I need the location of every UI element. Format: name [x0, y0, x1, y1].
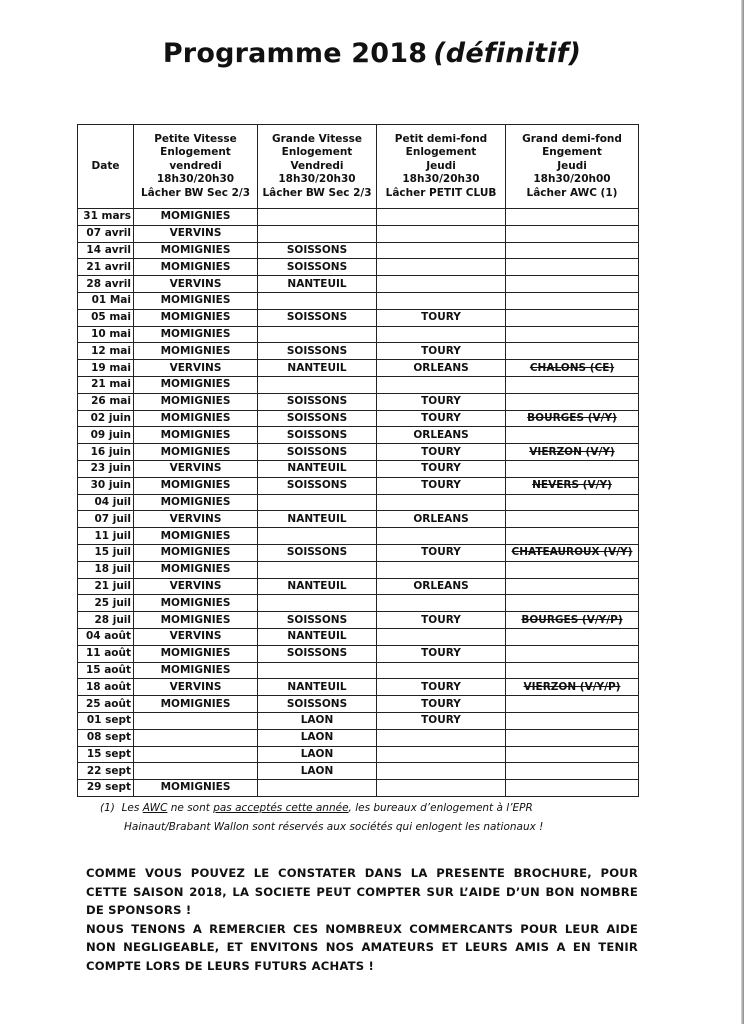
date-cell: 15 sept [78, 746, 134, 763]
grand-demi-fond-cell [506, 578, 639, 595]
header-line: 18h30/20h30 [402, 173, 480, 186]
petite-vitesse-cell: VERVINS [134, 360, 258, 377]
table-row [78, 343, 639, 360]
header-line: Vendredi [290, 159, 344, 172]
date-cell: 10 mai [78, 326, 134, 343]
header-row [78, 125, 639, 209]
header-line: Lâcher PETIT CLUB [385, 186, 497, 199]
table-row [78, 679, 639, 696]
grande-vitesse-cell: NANTEUIL [258, 578, 377, 595]
table-row [78, 729, 639, 746]
grand-demi-fond-cell [506, 309, 639, 326]
header-line: 18h30/20h00 [533, 173, 611, 186]
table-row [78, 393, 639, 410]
petite-vitesse-cell: MOMIGNIES [134, 343, 258, 360]
date-cell: 19 mai [78, 360, 134, 377]
grand-demi-fond-cell: NEVERS (V/Y) [506, 477, 639, 494]
header-line: Jeudi [426, 159, 456, 172]
date-cell: 08 sept [78, 729, 134, 746]
date-cell: 28 juil [78, 612, 134, 629]
table-row [78, 612, 639, 629]
grand-demi-fond-cell: VIERZON (V/Y/P) [506, 679, 639, 696]
table-row [78, 662, 639, 679]
table-row [78, 427, 639, 444]
petite-vitesse-cell: MOMIGNIES [134, 662, 258, 679]
petit-demi-fond-cell [377, 242, 506, 259]
grande-vitesse-cell: NANTEUIL [258, 276, 377, 293]
petit-demi-fond-cell [377, 292, 506, 309]
grande-vitesse-cell: LAON [258, 712, 377, 729]
grande-vitesse-cell: SOISSONS [258, 444, 377, 461]
title-subtitle: (définitif) [433, 38, 582, 69]
table-row [78, 645, 639, 662]
grande-vitesse-cell: SOISSONS [258, 242, 377, 259]
grand-demi-fond-cell [506, 393, 639, 410]
date-cell: 05 mai [78, 309, 134, 326]
message-line: NON NEGLIGEABLE, ET ENVITONS NOS AMATEURS ET LEURS AMIS A EN TENIR [86, 940, 638, 954]
date-cell: 09 juin [78, 427, 134, 444]
footnote-line-1 [100, 799, 620, 818]
footnote-text: Les [121, 802, 143, 814]
table-row [78, 712, 639, 729]
grande-vitesse-cell [258, 209, 377, 226]
petit-demi-fond-cell [377, 376, 506, 393]
petit-demi-fond-cell [377, 225, 506, 242]
table-row [78, 276, 639, 293]
petit-demi-fond-cell: TOURY [377, 410, 506, 427]
grand-demi-fond-cell [506, 209, 639, 226]
table-row [78, 696, 639, 713]
grand-demi-fond-cell [506, 511, 639, 528]
date-cell: 28 avril [78, 276, 134, 293]
petit-demi-fond-cell: TOURY [377, 309, 506, 326]
date-cell: 31 mars [78, 209, 134, 226]
table-row [78, 209, 639, 226]
petite-vitesse-cell: MOMIGNIES [134, 561, 258, 578]
petite-vitesse-cell: VERVINS [134, 225, 258, 242]
petite-vitesse-cell: VERVINS [134, 276, 258, 293]
petit-demi-fond-cell [377, 494, 506, 511]
grand-demi-fond-cell: CHATEAUROUX (V/Y) [506, 544, 639, 561]
petit-demi-fond-cell [377, 746, 506, 763]
petite-vitesse-cell: MOMIGNIES [134, 427, 258, 444]
table-row [78, 528, 639, 545]
petit-demi-fond-cell: TOURY [377, 343, 506, 360]
petite-vitesse-cell: MOMIGNIES [134, 309, 258, 326]
table-row [78, 746, 639, 763]
header-line: Engement [542, 146, 602, 159]
header-grande-vitesse [258, 125, 377, 209]
petit-demi-fond-cell: ORLEANS [377, 511, 506, 528]
table-row [78, 628, 639, 645]
petite-vitesse-cell: MOMIGNIES [134, 444, 258, 461]
petite-vitesse-cell: MOMIGNIES [134, 645, 258, 662]
message-line: DE SPONSORS ! [86, 903, 192, 917]
date-cell: 26 mai [78, 393, 134, 410]
petit-demi-fond-cell [377, 595, 506, 612]
table-row [78, 544, 639, 561]
header-line: Enlogement [281, 146, 353, 159]
grande-vitesse-cell [258, 528, 377, 545]
table-row [78, 763, 639, 780]
grand-demi-fond-cell [506, 561, 639, 578]
grand-demi-fond-cell [506, 259, 639, 276]
date-cell: 21 mai [78, 376, 134, 393]
petite-vitesse-cell [134, 763, 258, 780]
table-row [78, 595, 639, 612]
date-cell: 21 avril [78, 259, 134, 276]
table-row [78, 494, 639, 511]
grande-vitesse-cell: SOISSONS [258, 393, 377, 410]
header-line: 18h30/20h30 [156, 173, 235, 186]
petit-demi-fond-cell: TOURY [377, 712, 506, 729]
table-row [78, 511, 639, 528]
table-row [78, 309, 639, 326]
grand-demi-fond-cell [506, 729, 639, 746]
petite-vitesse-cell: MOMIGNIES [134, 544, 258, 561]
grand-demi-fond-cell [506, 645, 639, 662]
grande-vitesse-cell: SOISSONS [258, 410, 377, 427]
date-cell: 16 juin [78, 444, 134, 461]
date-cell: 07 avril [78, 225, 134, 242]
petite-vitesse-cell: MOMIGNIES [134, 528, 258, 545]
message-line: COMME VOUS POUVEZ LE CONSTATER DANS LA PRESENTE BROCHURE, POUR [86, 866, 638, 880]
grand-demi-fond-cell [506, 662, 639, 679]
grande-vitesse-cell: SOISSONS [258, 645, 377, 662]
grand-demi-fond-cell [506, 746, 639, 763]
table-row [78, 780, 639, 797]
title-main: Programme 2018 [162, 38, 428, 69]
petite-vitesse-cell: VERVINS [134, 511, 258, 528]
petit-demi-fond-cell: TOURY [377, 645, 506, 662]
petit-demi-fond-cell [377, 561, 506, 578]
table-row [78, 477, 639, 494]
date-cell: 25 juil [78, 595, 134, 612]
petit-demi-fond-cell: TOURY [377, 444, 506, 461]
petite-vitesse-cell: MOMIGNIES [134, 410, 258, 427]
grand-demi-fond-cell [506, 242, 639, 259]
header-line: Lâcher BW Sec 2/3 [262, 186, 372, 199]
grand-demi-fond-cell [506, 376, 639, 393]
petit-demi-fond-cell: TOURY [377, 477, 506, 494]
schedule-body [78, 209, 639, 797]
petite-vitesse-cell [134, 746, 258, 763]
petit-demi-fond-cell [377, 763, 506, 780]
grand-demi-fond-cell [506, 292, 639, 309]
table-row [78, 225, 639, 242]
table-row [78, 259, 639, 276]
date-cell: 04 juil [78, 494, 134, 511]
grand-demi-fond-cell [506, 780, 639, 797]
table-row [78, 376, 639, 393]
grand-demi-fond-cell: BOURGES (V/Y/P) [506, 612, 639, 629]
petit-demi-fond-cell: ORLEANS [377, 360, 506, 377]
grande-vitesse-cell [258, 494, 377, 511]
sponsor-message [86, 864, 638, 975]
petite-vitesse-cell: MOMIGNIES [134, 595, 258, 612]
petit-demi-fond-cell [377, 276, 506, 293]
header-petit-demi-fond [377, 125, 506, 209]
header-grand-demi-fond [506, 125, 639, 209]
header-line: Grande Vitesse [272, 132, 362, 145]
petite-vitesse-cell: VERVINS [134, 679, 258, 696]
grand-demi-fond-cell [506, 628, 639, 645]
grande-vitesse-cell: LAON [258, 746, 377, 763]
message-line: NOUS TENONS A REMERCIER CES NOMBREUX COMMERCANTS POUR LEUR AIDE [86, 921, 638, 936]
header-line: vendredi [169, 159, 222, 172]
date-cell: 15 juil [78, 544, 134, 561]
petit-demi-fond-cell: TOURY [377, 393, 506, 410]
grande-vitesse-cell: SOISSONS [258, 343, 377, 360]
table-row [78, 561, 639, 578]
petit-demi-fond-cell [377, 259, 506, 276]
grand-demi-fond-cell [506, 595, 639, 612]
grande-vitesse-cell: SOISSONS [258, 612, 377, 629]
petit-demi-fond-cell: TOURY [377, 460, 506, 477]
date-cell: 25 août [78, 696, 134, 713]
grand-demi-fond-cell [506, 696, 639, 713]
petite-vitesse-cell: MOMIGNIES [134, 612, 258, 629]
date-cell: 02 juin [78, 410, 134, 427]
table-row [78, 410, 639, 427]
header-line: Lâcher BW Sec 2/3 [140, 186, 251, 199]
petit-demi-fond-cell [377, 209, 506, 226]
grande-vitesse-cell [258, 561, 377, 578]
petit-demi-fond-cell: TOURY [377, 679, 506, 696]
grande-vitesse-cell: SOISSONS [258, 544, 377, 561]
footnote-text: , les bureaux d’enlogement à l’EPR [348, 802, 533, 814]
grande-vitesse-cell: NANTEUIL [258, 628, 377, 645]
grand-demi-fond-cell [506, 763, 639, 780]
petite-vitesse-cell [134, 712, 258, 729]
date-cell: 18 juil [78, 561, 134, 578]
date-cell: 11 juil [78, 528, 134, 545]
petite-vitesse-cell: MOMIGNIES [134, 242, 258, 259]
petite-vitesse-cell: MOMIGNIES [134, 376, 258, 393]
date-cell: 15 août [78, 662, 134, 679]
message-line: CETTE SAISON 2018, LA SOCIETE PEUT COMPTER SUR L’AIDE D’UN BON NOMBRE [86, 884, 638, 899]
date-cell: 21 juil [78, 578, 134, 595]
petite-vitesse-cell: MOMIGNIES [134, 494, 258, 511]
grand-demi-fond-cell [506, 712, 639, 729]
petite-vitesse-cell: VERVINS [134, 578, 258, 595]
petit-demi-fond-cell [377, 729, 506, 746]
grande-vitesse-cell: NANTEUIL [258, 360, 377, 377]
petite-vitesse-cell: VERVINS [134, 628, 258, 645]
petit-demi-fond-cell: TOURY [377, 696, 506, 713]
petite-vitesse-cell [134, 729, 258, 746]
footnote-marker: (1) [100, 802, 115, 814]
grand-demi-fond-cell: CHALONS (CE) [506, 360, 639, 377]
page-title [0, 38, 744, 69]
date-cell: 30 juin [78, 477, 134, 494]
grande-vitesse-cell: NANTEUIL [258, 460, 377, 477]
header-line: Jeudi [557, 159, 587, 172]
petite-vitesse-cell: MOMIGNIES [134, 696, 258, 713]
date-cell: 11 août [78, 645, 134, 662]
date-cell: 12 mai [78, 343, 134, 360]
header-line: Grand demi-fond [522, 132, 622, 145]
header-petite-vitesse [134, 125, 258, 209]
grand-demi-fond-cell [506, 494, 639, 511]
grand-demi-fond-cell [506, 528, 639, 545]
grande-vitesse-cell: NANTEUIL [258, 511, 377, 528]
table-row [78, 360, 639, 377]
grand-demi-fond-cell [506, 427, 639, 444]
footnote-not-accepted: pas acceptés cette année [213, 802, 349, 814]
date-cell: 07 juil [78, 511, 134, 528]
grande-vitesse-cell [258, 595, 377, 612]
table-row [78, 460, 639, 477]
table-row [78, 242, 639, 259]
grande-vitesse-cell [258, 292, 377, 309]
footnote-awc: AWC [142, 802, 168, 814]
date-cell: 18 août [78, 679, 134, 696]
petit-demi-fond-cell: ORLEANS [377, 578, 506, 595]
petit-demi-fond-cell [377, 528, 506, 545]
grande-vitesse-cell [258, 225, 377, 242]
petit-demi-fond-cell [377, 628, 506, 645]
petit-demi-fond-cell [377, 326, 506, 343]
date-cell: 14 avril [78, 242, 134, 259]
grand-demi-fond-cell: VIERZON (V/Y) [506, 444, 639, 461]
grand-demi-fond-cell [506, 225, 639, 242]
petit-demi-fond-cell: TOURY [377, 612, 506, 629]
table-row [78, 326, 639, 343]
grande-vitesse-cell: SOISSONS [258, 696, 377, 713]
petite-vitesse-cell: MOMIGNIES [134, 477, 258, 494]
petit-demi-fond-cell [377, 662, 506, 679]
date-cell: 22 sept [78, 763, 134, 780]
header-line: Lâcher AWC (1) [526, 186, 618, 199]
petite-vitesse-cell: MOMIGNIES [134, 292, 258, 309]
grande-vitesse-cell: SOISSONS [258, 309, 377, 326]
date-cell: 01 Mai [78, 292, 134, 309]
petite-vitesse-cell: MOMIGNIES [134, 209, 258, 226]
petite-vitesse-cell: MOMIGNIES [134, 780, 258, 797]
header-date [78, 125, 134, 209]
grande-vitesse-cell [258, 326, 377, 343]
header-line: Enlogement [405, 146, 477, 159]
table-row [78, 444, 639, 461]
header-line: Enlogement [160, 146, 231, 159]
petit-demi-fond-cell: ORLEANS [377, 427, 506, 444]
date-cell: 23 juin [78, 460, 134, 477]
grande-vitesse-cell [258, 662, 377, 679]
grand-demi-fond-cell [506, 326, 639, 343]
header-line: Petite Vitesse [154, 132, 237, 145]
schedule-table [77, 124, 639, 797]
date-cell: 01 sept [78, 712, 134, 729]
grand-demi-fond-cell [506, 276, 639, 293]
petite-vitesse-cell: MOMIGNIES [134, 326, 258, 343]
date-cell: 29 sept [78, 780, 134, 797]
grand-demi-fond-cell [506, 460, 639, 477]
footnote-line-2: Hainaut/Brabant Wallon sont réservés aux sociétés qui enlogent les nationaux ! [124, 821, 544, 833]
grande-vitesse-cell [258, 780, 377, 797]
grande-vitesse-cell: SOISSONS [258, 259, 377, 276]
petite-vitesse-cell: MOMIGNIES [134, 259, 258, 276]
grande-vitesse-cell: NANTEUIL [258, 679, 377, 696]
petit-demi-fond-cell: TOURY [377, 544, 506, 561]
date-cell: 04 août [78, 628, 134, 645]
table-row [78, 292, 639, 309]
message-line: COMPTE LORS DE LEURS FUTURS ACHATS ! [86, 958, 375, 973]
grande-vitesse-cell: SOISSONS [258, 427, 377, 444]
grand-demi-fond-cell [506, 343, 639, 360]
petite-vitesse-cell: VERVINS [134, 460, 258, 477]
grande-vitesse-cell [258, 376, 377, 393]
header-line: Petit demi-fond [394, 132, 488, 145]
grande-vitesse-cell: LAON [258, 729, 377, 746]
header-line: 18h30/20h30 [278, 173, 356, 186]
grande-vitesse-cell: SOISSONS [258, 477, 377, 494]
petit-demi-fond-cell [377, 780, 506, 797]
footnote-text: ne sont [167, 802, 214, 814]
grand-demi-fond-cell: BOURGES (V/Y) [506, 410, 639, 427]
footnote [100, 799, 620, 837]
grande-vitesse-cell: LAON [258, 763, 377, 780]
petite-vitesse-cell: MOMIGNIES [134, 393, 258, 410]
table-row [78, 578, 639, 595]
header-line: Date [91, 159, 120, 172]
